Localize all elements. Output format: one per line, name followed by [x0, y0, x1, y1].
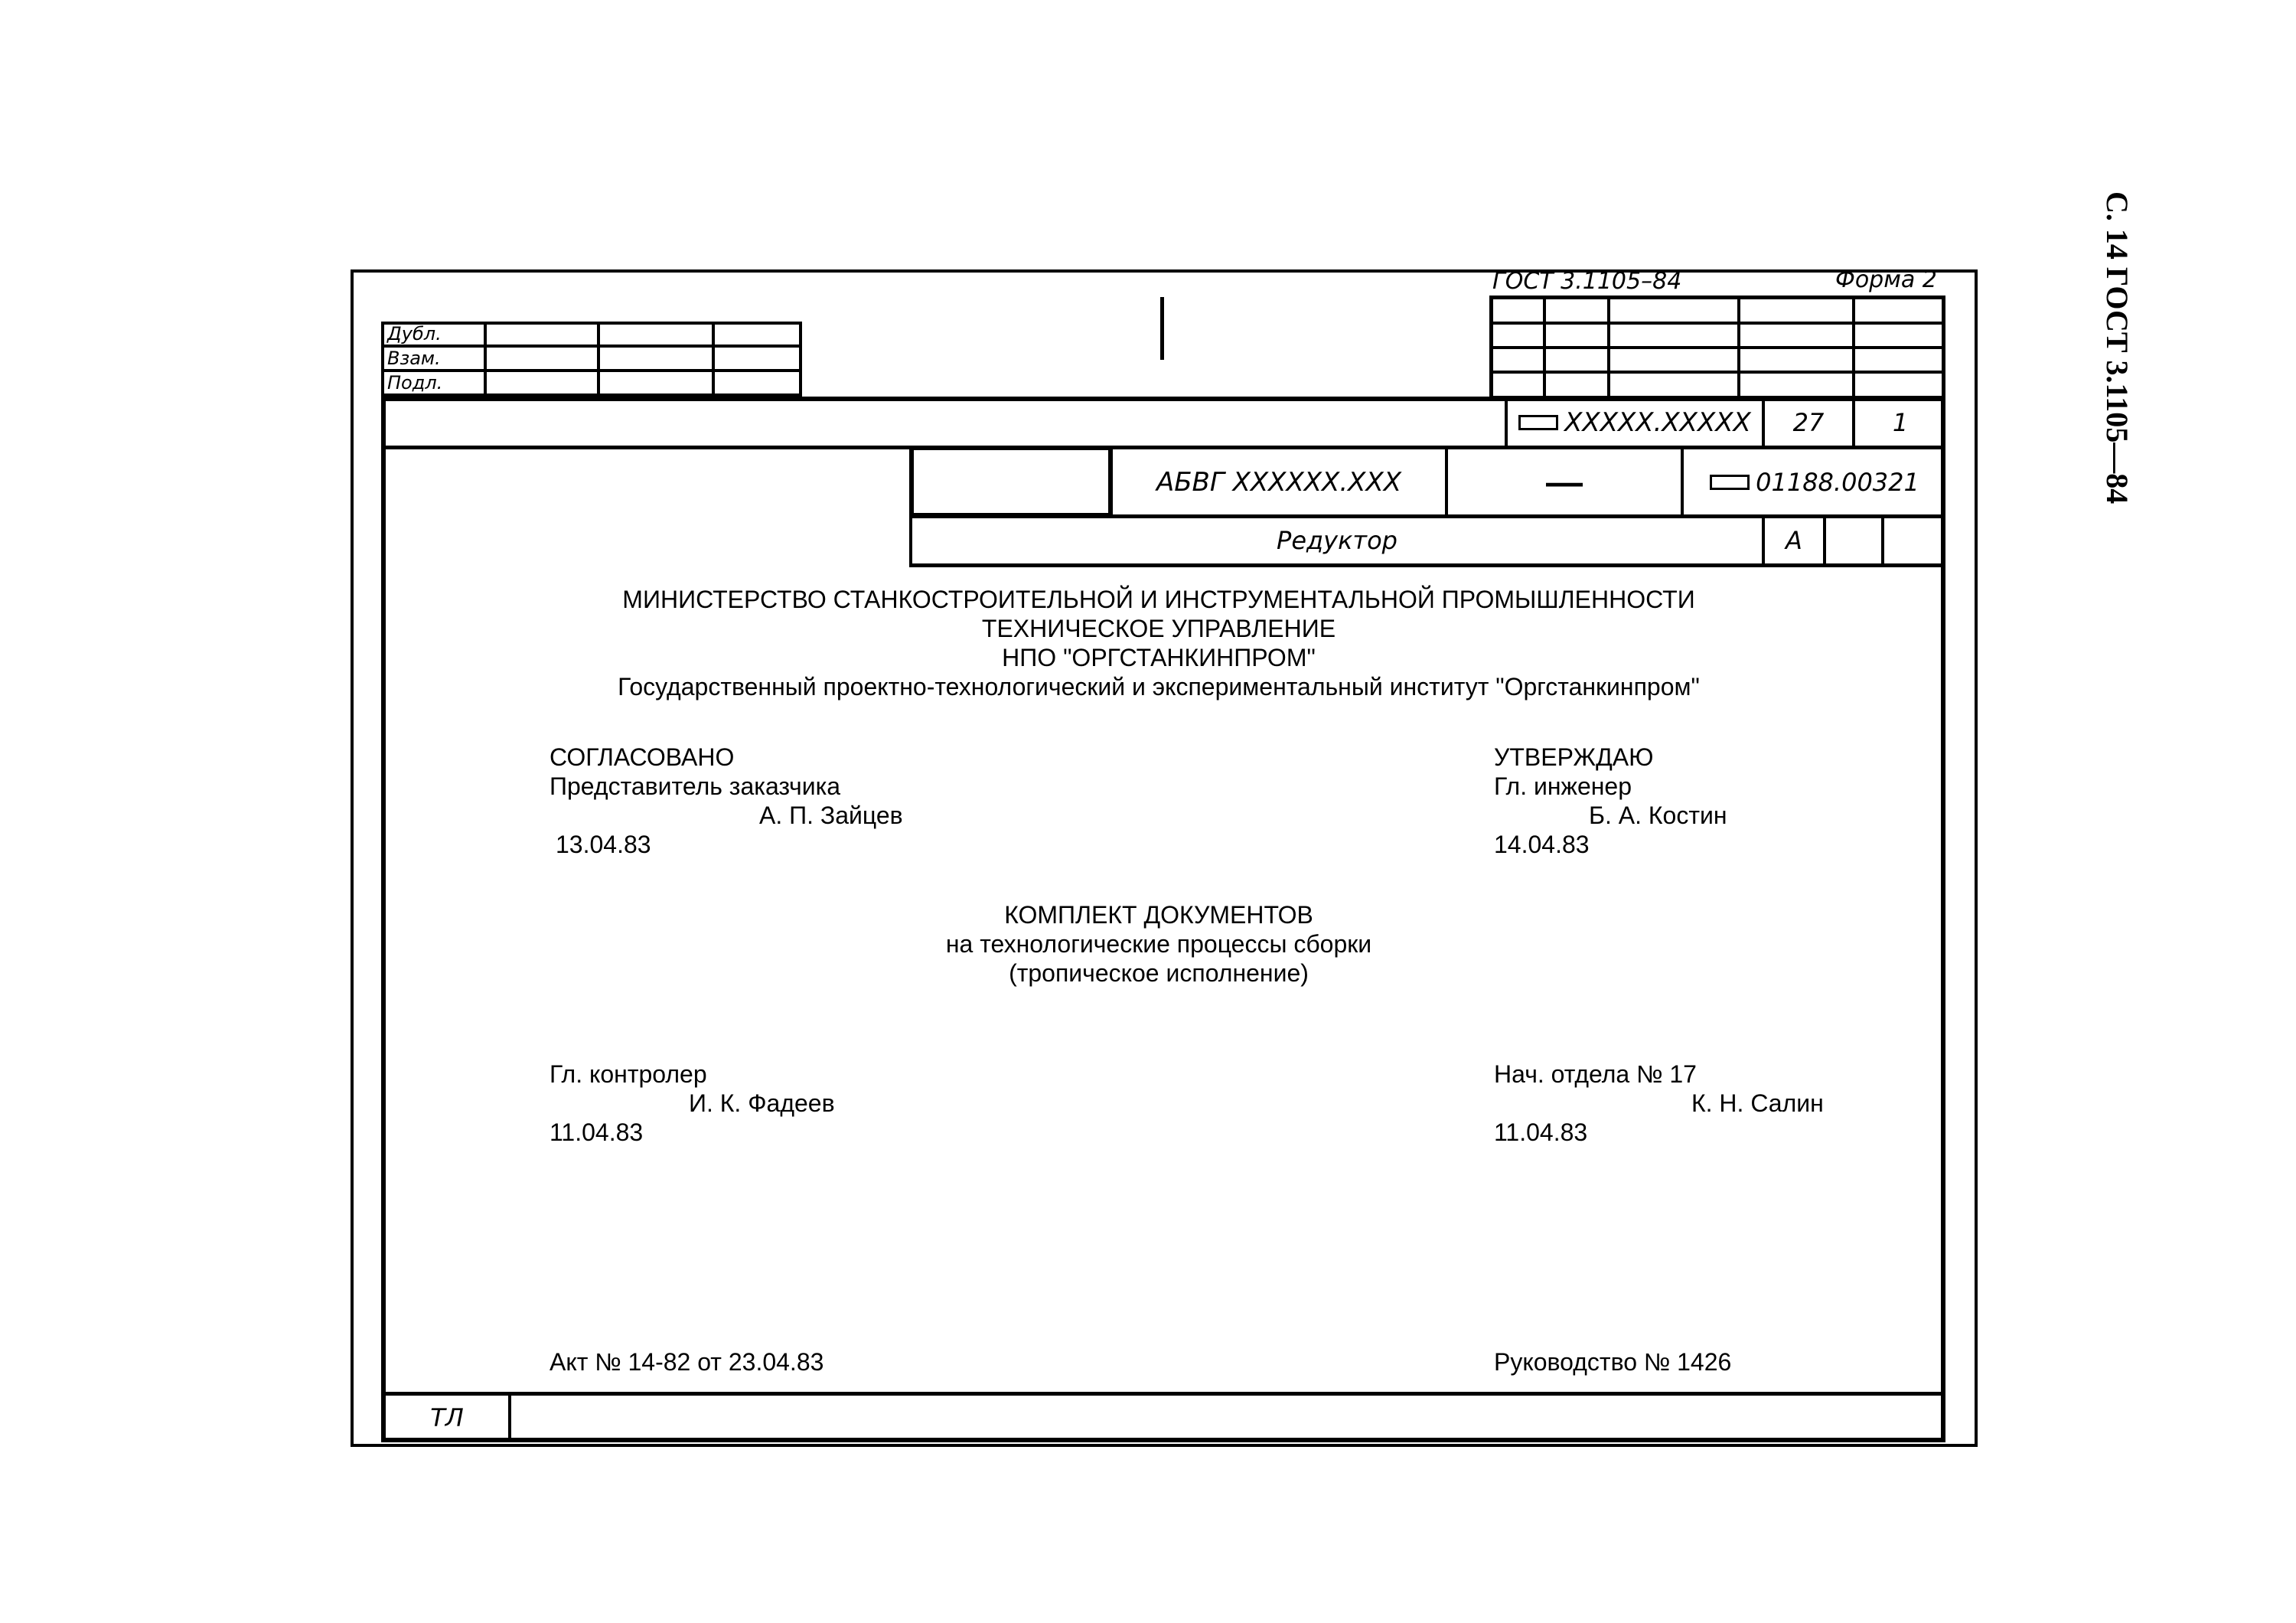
ministry-line: МИНИСТЕРСТВО СТАНКОСТРОИТЕЛЬНОЙ И ИНСТРУМЕНТАЛЬНОЙ ПРОМЫШЛЕННОСТИ	[622, 586, 1695, 613]
approved-title: УТВЕРЖДАЮ	[1494, 743, 1654, 771]
letter-cell: А	[1786, 526, 1802, 555]
doc-number-cell	[1684, 450, 1945, 514]
agreed-title: СОГЛАСОВАНО	[550, 743, 735, 771]
agreed-date: 13.04.83	[556, 831, 651, 858]
stamp-row-dubl: Дубл.	[387, 323, 442, 345]
rectangle-icon	[1518, 415, 1558, 430]
controller-date: 11.04.83	[550, 1118, 644, 1146]
doc-subtitle: на технологические процессы сборки	[945, 930, 1372, 958]
dept-head-name: К. Н. Салин	[1691, 1089, 1824, 1117]
controller-role: Гл. контролер	[550, 1060, 707, 1088]
approved-name: Б. А. Костин	[1589, 802, 1727, 829]
center-mark	[1160, 297, 1164, 360]
guide-reference: Руководство № 1426	[1494, 1348, 1732, 1376]
dash-cell: —	[1546, 462, 1583, 503]
controller-name: И. К. Фадеев	[689, 1089, 835, 1117]
approved-date: 14.04.83	[1494, 831, 1590, 858]
sheet-number: 1	[1892, 408, 1909, 437]
institute-line: Государственный проектно-технологический и экспериментальный институт "Оргстанкинпром"	[618, 673, 1700, 700]
agreed-name: А. П. Зайцев	[759, 802, 903, 829]
product-name: Редуктор	[1277, 526, 1397, 555]
code-main: XXXXX.XXXXX	[1564, 407, 1751, 438]
bottom-code: ТЛ	[430, 1403, 464, 1432]
doc-code: АБВГ XXXXXX.XXX	[1156, 467, 1402, 498]
doc-title: КОМПЛЕКТ ДОКУМЕНТОВ	[1004, 901, 1313, 929]
doc-subtitle-2: (тропическое исполнение)	[1009, 959, 1309, 987]
rectangle-icon	[1710, 475, 1750, 490]
act-reference: Акт № 14-82 от 23.04.83	[550, 1348, 824, 1376]
agreed-role: Представитель заказчика	[550, 772, 841, 800]
form-label: Форма 2	[1835, 266, 1937, 293]
stamp-row-vzam: Взам.	[387, 348, 441, 369]
gost-label: ГОСТ 3.1105–84	[1492, 268, 1682, 295]
dept-head-role: Нач. отдела № 17	[1494, 1060, 1697, 1088]
doc-number: 01188.00321	[1756, 468, 1919, 497]
stamp-row-podl: Подл.	[387, 372, 443, 394]
approved-role: Гл. инженер	[1494, 772, 1632, 800]
dept-head-date: 11.04.83	[1494, 1118, 1588, 1146]
side-page-header: С. 14 ГОСТ 3.1105—84	[2100, 191, 2135, 505]
code-main-cell	[1508, 400, 1762, 446]
sheets-total: 27	[1792, 408, 1825, 437]
organization-line: НПО "ОРГСТАНКИНПРОМ"	[1002, 644, 1316, 671]
department-line: ТЕХНИЧЕСКОЕ УПРАВЛЕНИЕ	[981, 615, 1336, 642]
